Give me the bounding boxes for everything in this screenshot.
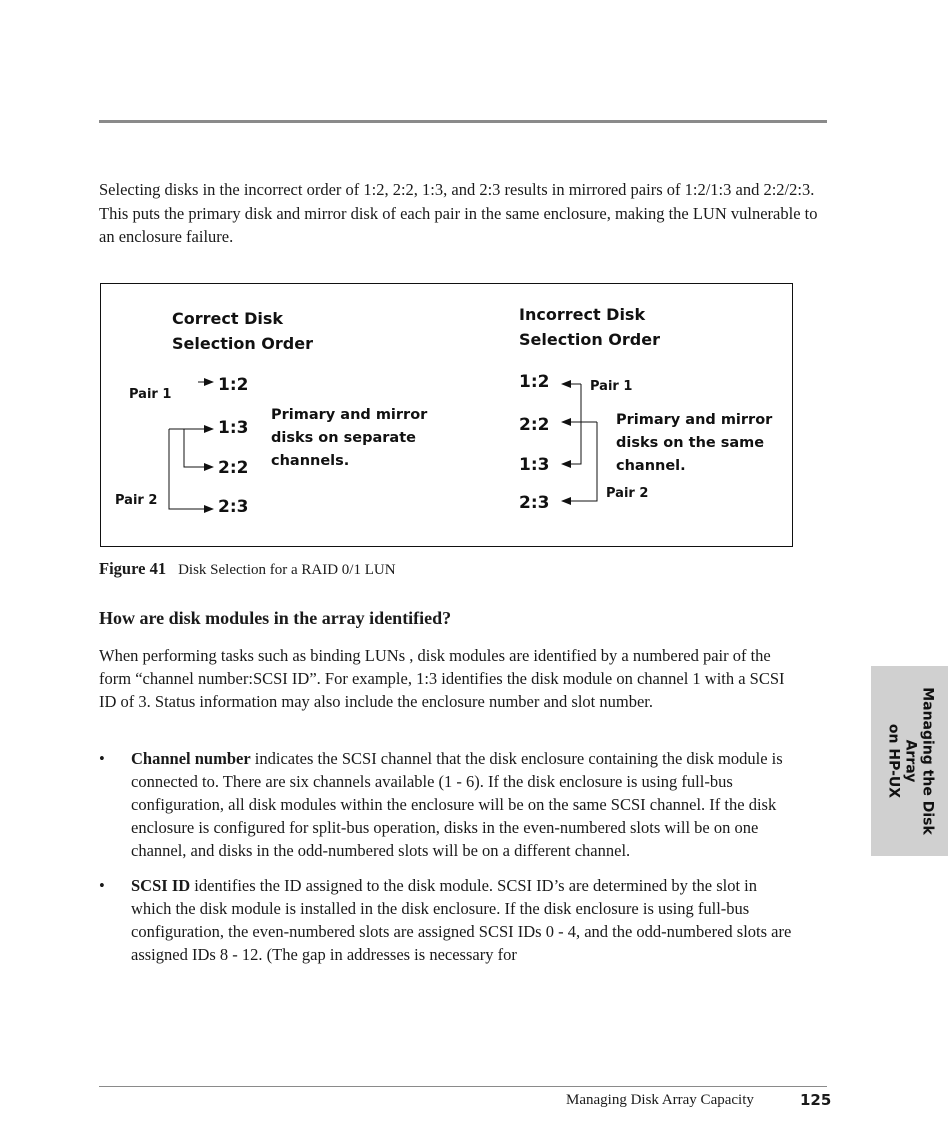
chapter-side-tab [871, 666, 948, 856]
incorrect-note-line2: disks on the same [616, 435, 765, 451]
correct-title-line2: Selection Order [172, 334, 313, 353]
bullet-text: indicates the SCSI channel that the disk enclosure containing the disk module is connected to. There are six channels available (1 - 6). If the disk enclosure is using full-bus configuration, all disk modules within the enclosure will be on the same SCSI channel. If the disk enclosure is configured for split-bus operation, disks in the even-numbered slots will be on one channel, and disks in the odd-numbered slots will be on a different channel. [131, 749, 783, 860]
list-item [99, 874, 799, 966]
section-heading: How are disk modules in the array identified? [99, 608, 452, 628]
incorrect-disk-2: 2:2 [519, 415, 550, 435]
bullet-icon: • [99, 876, 105, 895]
incorrect-connectors [562, 384, 597, 501]
figure-caption-text: Disk Selection for a RAID 0/1 LUN [178, 562, 396, 578]
bullet-list [99, 747, 799, 978]
list-item [99, 747, 799, 862]
incorrect-arrow-1-3 [562, 384, 581, 464]
correct-disk-1: 1:2 [218, 375, 249, 395]
correct-arrow-2-2 [184, 429, 213, 467]
correct-pair2-label: Pair 2 [115, 493, 158, 508]
incorrect-disk-4: 2:3 [519, 493, 550, 513]
incorrect-pair2-label: Pair 2 [606, 486, 649, 501]
bottom-rule [99, 1086, 827, 1087]
section-paragraph: When performing tasks such as binding LUNs , disk modules are identified by a numbered pair of the form “channel number:SCSI ID”. For example, 1:3 identifies the disk module on channel 1 with a SCSI ID of 3. Status information may also include the enclosure number and slot number. [99, 646, 785, 711]
bullet-term: Channel number [131, 749, 251, 768]
figure-disk-selection [100, 283, 793, 547]
correct-title-line1: Correct Disk [172, 309, 283, 328]
incorrect-arrow-2-3 [562, 422, 597, 501]
incorrect-disk-3: 1:3 [519, 455, 550, 475]
correct-disk-2: 1:3 [218, 418, 249, 438]
correct-disk-4: 2:3 [218, 497, 249, 517]
bullet-icon: • [99, 749, 105, 768]
incorrect-title-line1: Incorrect Disk [519, 305, 646, 324]
disk-selection-diagram [101, 284, 794, 548]
top-rule [99, 120, 827, 123]
incorrect-note-line3: channel. [616, 458, 686, 474]
figure-caption-number: Figure 41 [99, 559, 167, 578]
chapter-side-tab-line1: Managing the Disk Array [902, 687, 935, 835]
incorrect-title-line2: Selection Order [519, 330, 660, 349]
correct-disk-3: 2:2 [218, 458, 249, 478]
incorrect-pair1-label: Pair 1 [590, 379, 633, 394]
incorrect-disk-1: 1:2 [519, 372, 550, 392]
chapter-side-tab-label [884, 666, 935, 856]
correct-connectors [169, 382, 213, 509]
correct-note-line1: Primary and mirror [271, 407, 428, 423]
intro-paragraph: Selecting disks in the incorrect order of 1:2, 2:2, 1:3, and 2:3 results in mirrored pairs of 1:2/1:3 and 2:2/2:3. This puts the primary disk and mirror disk of each pair in the same enclosure, making the LUN vulnerable to an enclosure failure. [99, 180, 818, 246]
incorrect-note-line1: Primary and mirror [616, 412, 773, 428]
correct-note-line2: disks on separate [271, 430, 416, 446]
figure-caption [99, 559, 396, 579]
page-number: 125 [800, 1091, 832, 1109]
bullet-text: identifies the ID assigned to the disk module. SCSI ID’s are determined by the slot in which the disk module is installed in the disk enclosure. If the disk enclosure is using full-bus configuration, the even-numbered slots are assigned SCSI IDs 0 - 4, and the odd-numbered slots are assigned IDs 8 - 12. (The gap in addresses is necessary for [131, 876, 792, 964]
chapter-side-tab-line2: on HP-UX [885, 723, 901, 799]
correct-pair1-label: Pair 1 [129, 387, 172, 402]
correct-arrow-2-3 [169, 429, 213, 509]
bullet-term: SCSI ID [131, 876, 191, 895]
correct-note-line3: channels. [271, 453, 350, 469]
footer-title: Managing Disk Array Capacity [566, 1092, 754, 1108]
